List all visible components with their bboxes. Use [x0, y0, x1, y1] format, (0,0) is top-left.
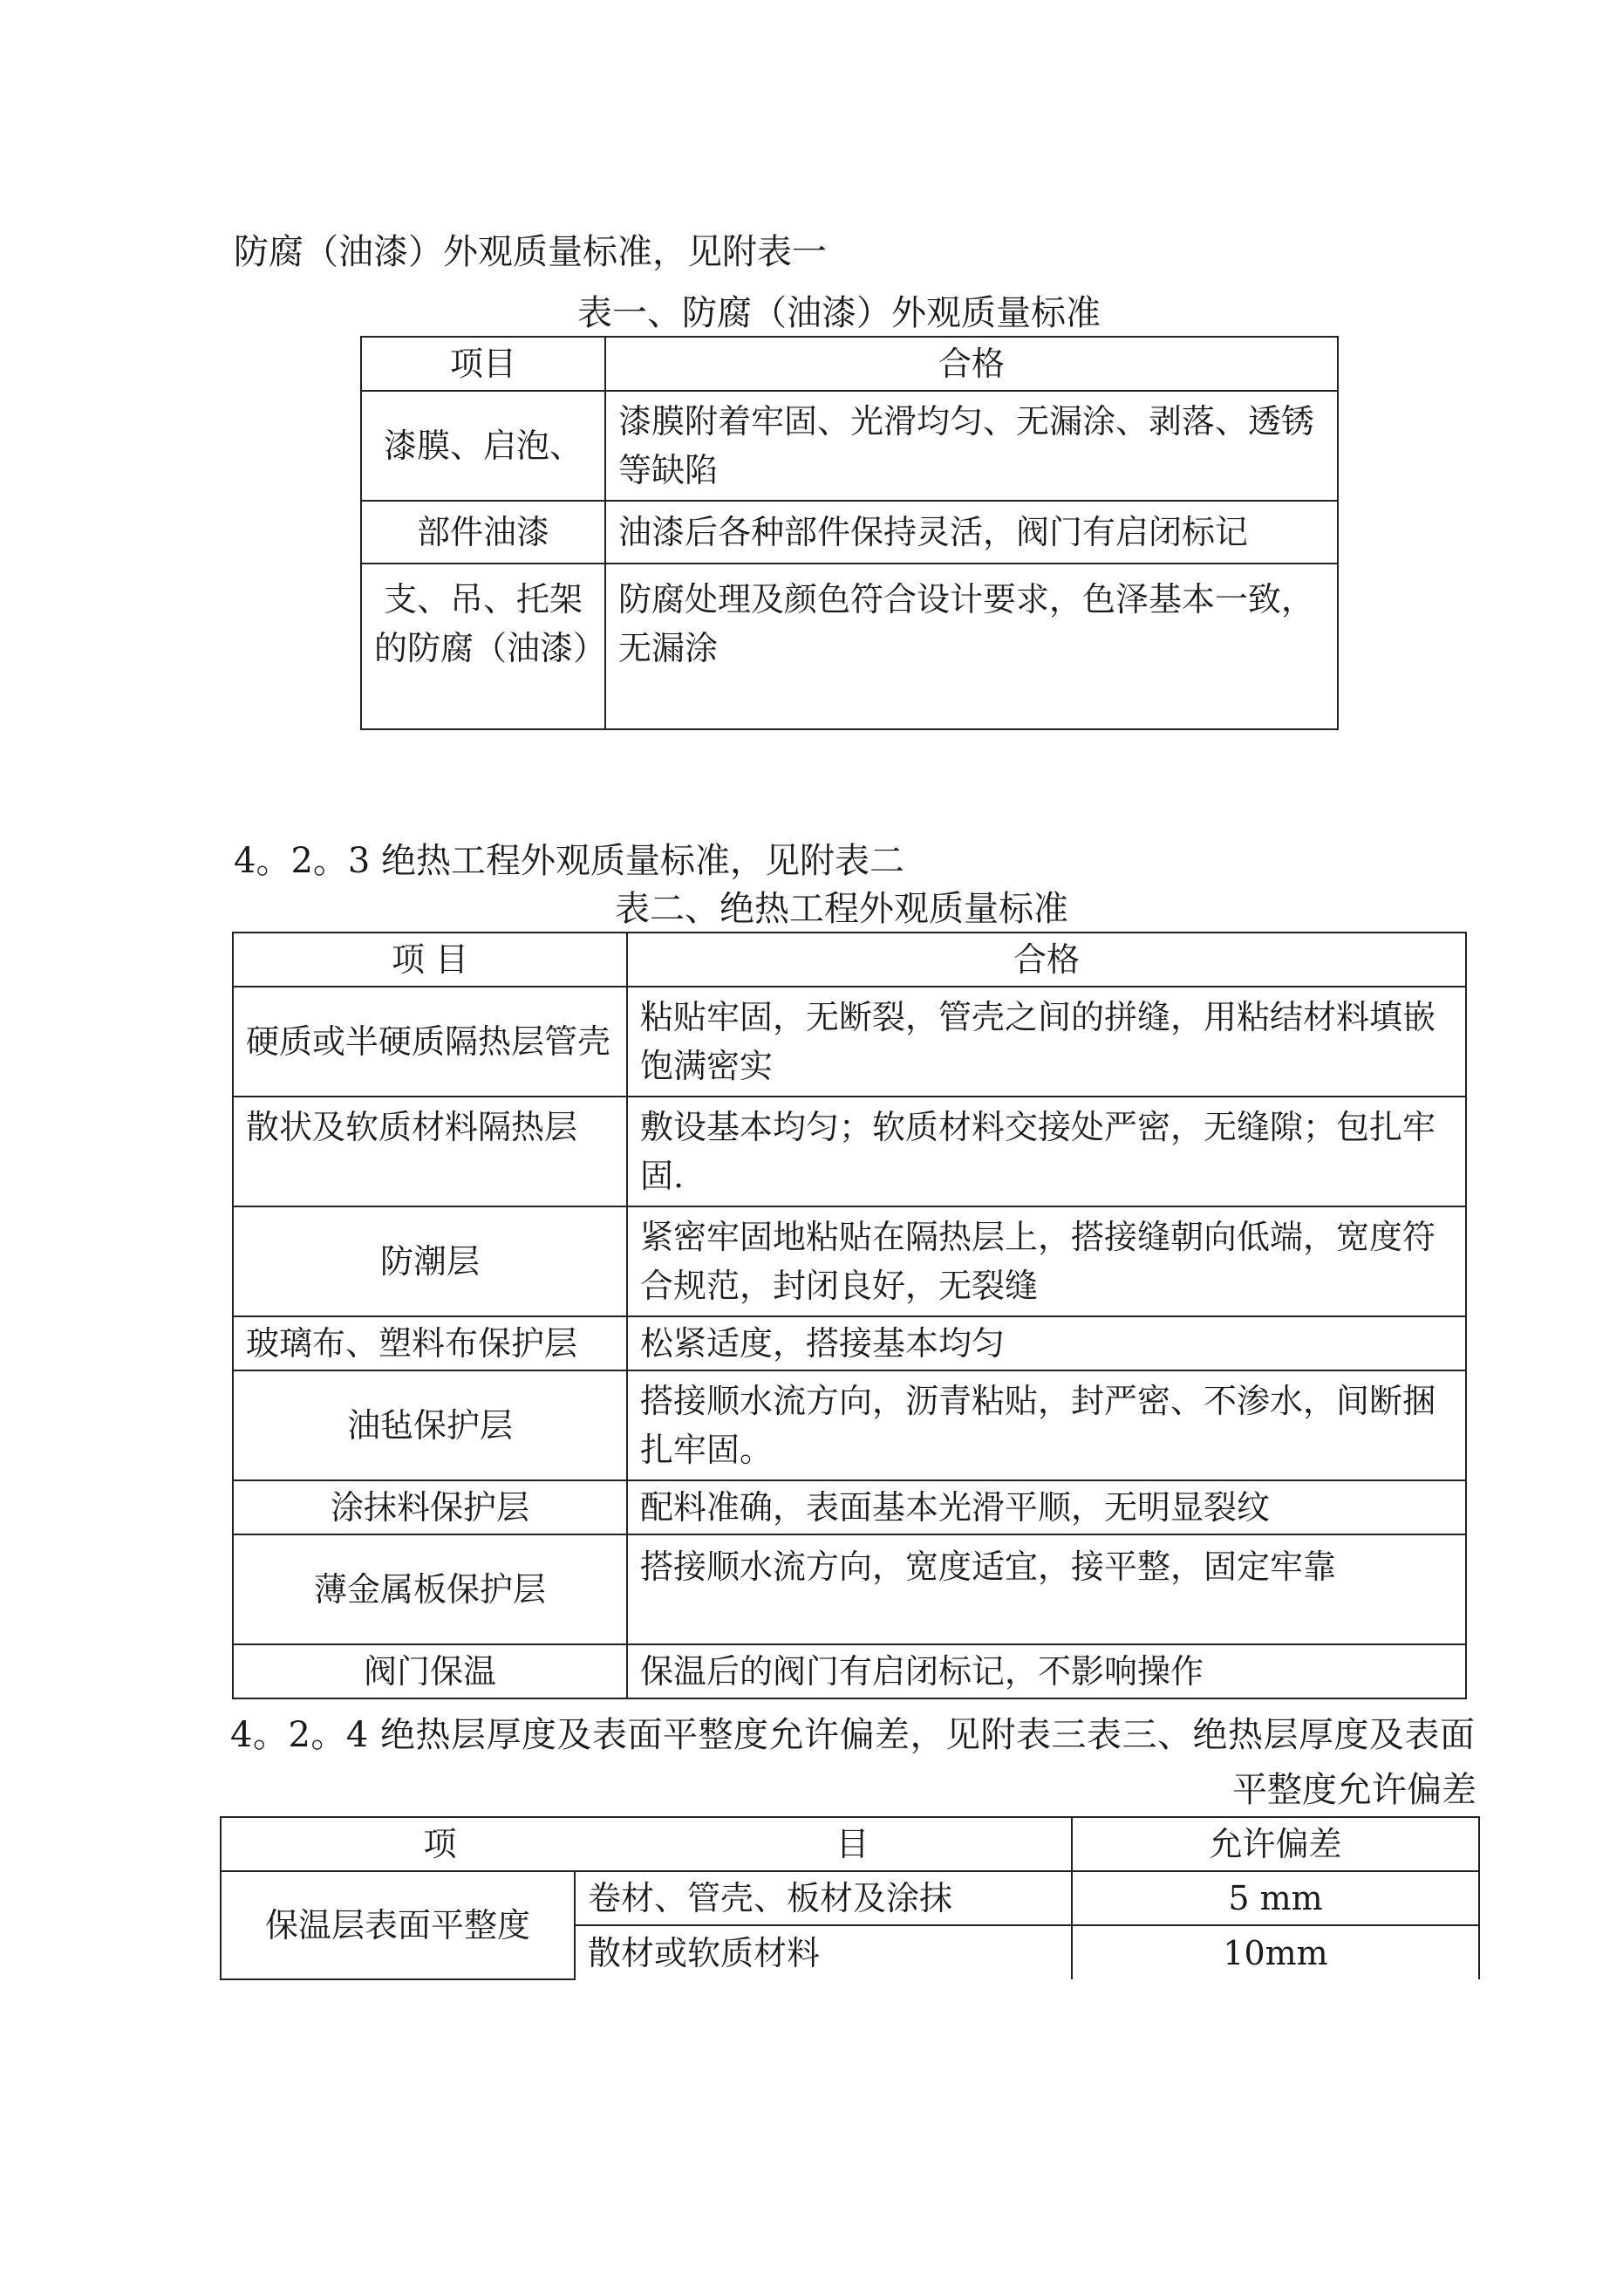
table2-row3-requirement: 紧密牢固地粘贴在隔热层上，搭接缝朝向低端，宽度符合规范，封闭良好，无裂缝: [627, 1206, 1466, 1316]
section2-intro: 4。2。3 绝热工程外观质量标准，见附表二: [234, 841, 905, 881]
table2-header-requirement: 合格: [627, 933, 1466, 987]
table-row: [233, 1316, 1466, 1370]
table1-header-row: [361, 337, 1338, 391]
table3-header-item: [221, 1817, 1072, 1871]
table2-caption: 表二、绝热工程外观质量标准: [615, 889, 1068, 929]
table1-caption: 表一、防腐（油漆）外观质量标准: [577, 293, 1101, 333]
table1-row1-requirement: 漆膜附着牢固、光滑均匀、无漏涂、剥落、透锈等缺陷: [605, 391, 1338, 501]
table2-row3-item: 防潮层: [233, 1206, 627, 1316]
table1-row2-requirement: 油漆后各种部件保持灵活，阀门有启闭标记: [605, 501, 1338, 564]
table1-row2-item: 部件油漆: [361, 501, 605, 564]
table-row: [233, 987, 1466, 1097]
table-row: [221, 1871, 1479, 1925]
table2-row5-requirement: 搭接顺水流方向，沥青粘贴，封严密、不渗水，间断捆扎牢固。: [627, 1370, 1466, 1480]
table-row: [361, 564, 1338, 729]
table1-row1-item: 漆膜、启泡、: [361, 391, 605, 501]
table1-header-requirement: 合格: [605, 337, 1338, 391]
table3: [220, 1816, 1480, 1980]
table-row: [233, 1370, 1466, 1480]
table2-row7-requirement: 搭接顺水流方向，宽度适宜，接平整，固定牢靠: [627, 1534, 1466, 1644]
table3-row2-sub: 散材或软质材料: [575, 1925, 1072, 1979]
section3-intro: 4。2。4 绝热层厚度及表面平整度允许偏差，见附表三表三、绝热层厚度及表面: [230, 1715, 1476, 1755]
table3-row2-value: 10mm: [1072, 1925, 1479, 1979]
table-row: [233, 1534, 1466, 1644]
table2-row7-item: 薄金属板保护层: [233, 1534, 627, 1644]
table3-header-row: [221, 1817, 1479, 1871]
table2-row4-item: 玻璃布、塑料布保护层: [233, 1316, 627, 1370]
table2-row1-item: 硬质或半硬质隔热层管壳: [233, 987, 627, 1097]
table3-group-label: 保温层表面平整度: [221, 1871, 575, 1979]
table2-row6-item: 涂抹料保护层: [233, 1480, 627, 1534]
table-row: [233, 1644, 1466, 1698]
table2-row2-item: 散状及软质材料隔热层: [233, 1097, 627, 1206]
table2-row8-requirement: 保温后的阀门有启闭标记，不影响操作: [627, 1644, 1466, 1698]
table1: [360, 336, 1339, 730]
table2-row6-requirement: 配料准确，表面基本光滑平顺，无明显裂纹: [627, 1480, 1466, 1534]
table2-row8-item: 阀门保温: [233, 1644, 627, 1698]
table2-row2-requirement: 敷设基本均匀；软质材料交接处严密，无缝隙；包扎牢固.: [627, 1097, 1466, 1206]
table3-row1-sub: 卷材、管壳、板材及涂抹: [575, 1871, 1072, 1925]
table-row: [233, 1097, 1466, 1206]
table1-header-item: 项目: [361, 337, 605, 391]
table1-row3-item: 支、吊、托架的防腐（油漆）: [361, 564, 605, 729]
table2-row5-item: 油毡保护层: [233, 1370, 627, 1480]
table-row: [361, 501, 1338, 564]
section3-intro-continued: 平整度允许偏差: [1232, 1770, 1476, 1810]
table2-header-row: [233, 933, 1466, 987]
table2-row1-requirement: 粘贴牢固，无断裂，管壳之间的拼缝，用粘结材料填嵌饱满密实: [627, 987, 1466, 1097]
table3-header-deviation: 允许偏差: [1072, 1817, 1479, 1871]
table2: [232, 932, 1467, 1699]
table-row: [233, 1206, 1466, 1316]
table3-header-item-a: 项: [423, 1825, 457, 1863]
table3-header-item-b: 目: [835, 1825, 869, 1863]
table-row: [361, 391, 1338, 501]
table-row: [233, 1480, 1466, 1534]
table3-row1-value: 5 mm: [1072, 1871, 1479, 1925]
table2-header-item: 项 目: [233, 933, 627, 987]
table2-row4-requirement: 松紧适度，搭接基本均匀: [627, 1316, 1466, 1370]
table1-row3-requirement: 防腐处理及颜色符合设计要求，色泽基本一致，无漏涂: [605, 564, 1338, 729]
section1-intro: 防腐（油漆）外观质量标准，见附表一: [234, 232, 827, 272]
